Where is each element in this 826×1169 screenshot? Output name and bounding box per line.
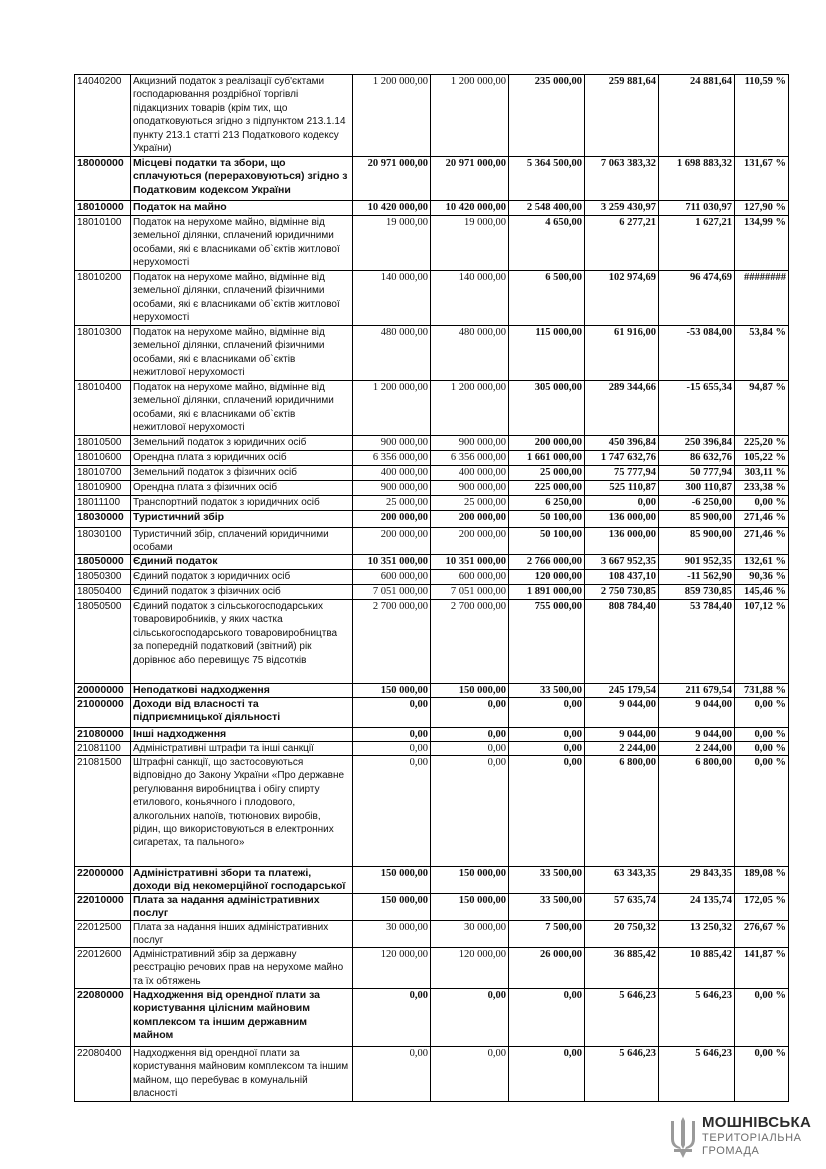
cell-execution-percent: 271,46 % — [744, 529, 786, 540]
cell-deviation: 901 952,35 — [684, 556, 732, 567]
cell-execution-percent: 0,00 % — [754, 729, 786, 740]
cell-period-plan: 0,00 — [563, 757, 582, 768]
cell-deviation: 85 900,00 — [690, 512, 732, 523]
cell-row-code: 14040200 — [77, 76, 122, 87]
cell-row-code: 18030100 — [77, 529, 122, 540]
cell-row-code: 22010000 — [77, 894, 124, 906]
table-row — [75, 481, 789, 496]
cell-execution-percent: 132,61 % — [744, 556, 786, 567]
cell-row-name: Податок на майно — [133, 201, 227, 213]
cell-period-plan: 305 000,00 — [534, 382, 582, 393]
cell-plan-with-changes: 1 200 000,00 — [450, 382, 506, 393]
cell-plan-with-changes: 0,00 — [487, 699, 506, 710]
cell-plan-with-changes: 0,00 — [487, 1048, 506, 1059]
cell-period-plan: 1 891 000,00 — [526, 586, 582, 597]
cell-row-code: 21080000 — [77, 728, 124, 740]
cell-approved-plan: 150 000,00 — [380, 868, 428, 879]
cell-execution-percent: 0,00 % — [754, 743, 786, 754]
cell-row-code: 18050400 — [77, 586, 122, 597]
cell-approved-plan: 0,00 — [409, 1048, 428, 1059]
cell-row-name: Єдиний податок з фізичних осіб — [133, 586, 281, 597]
cell-execution-percent: 53,84 % — [749, 327, 786, 338]
cell-execution-percent: 134,99 % — [744, 217, 786, 228]
cell-deviation: 211 679,54 — [685, 685, 732, 696]
cell-approved-plan: 0,00 — [409, 990, 428, 1001]
cell-row-name: Надходження від орендної плати за користування цілісним майновим комплексом та іншим державним майном — [133, 989, 321, 1042]
cell-approved-plan: 7 051 000,00 — [372, 586, 428, 597]
cell-row-name: Штрафні санкції, що застосовуються відповідно до Закону України «Про державне регулювання виробництва і обігу спирту етилового, коньячного і плодового, алкогольних напоїв, тютюнових виробів, рідин, що використовуються в електронних сигаретах, та пального» — [133, 757, 345, 849]
cell-approved-plan: 900 000,00 — [380, 482, 428, 493]
cell-plan-with-changes: 120 000,00 — [458, 949, 506, 960]
cell-plan-with-changes: 6 356 000,00 — [450, 452, 506, 463]
cell-row-code: 21000000 — [77, 698, 124, 710]
cell-approved-plan: 900 000,00 — [380, 437, 428, 448]
table-row — [75, 894, 789, 921]
cell-deviation: 86 632,76 — [690, 452, 732, 463]
cell-deviation: 24 881,64 — [690, 76, 732, 87]
cell-period-plan: 1 661 000,00 — [526, 452, 582, 463]
cell-actual-revenue: 7 063 383,32 — [600, 158, 656, 169]
cell-row-name: Інші надходження — [133, 728, 227, 740]
cell-row-name: Доходи від власності та підприємницької діяльності — [133, 698, 281, 724]
cell-row-code: 18010100 — [77, 217, 122, 228]
cell-plan-with-changes: 140 000,00 — [458, 272, 506, 283]
table-row — [75, 216, 789, 271]
cell-actual-revenue: 245 179,54 — [608, 685, 656, 696]
cell-actual-revenue: 9 044,00 — [619, 729, 656, 740]
cell-approved-plan: 0,00 — [409, 757, 428, 768]
cell-period-plan: 755 000,00 — [534, 601, 582, 612]
cell-actual-revenue: 259 881,64 — [608, 76, 656, 87]
cell-actual-revenue: 5 646,23 — [619, 1048, 656, 1059]
cell-execution-percent: 0,00 % — [754, 699, 786, 710]
cell-row-name: Транспортний податок з юридичних осіб — [133, 497, 320, 508]
cell-row-name: Податок на нерухоме майно, відмінне від земельної ділянки, сплачений фізичними особами, які є власниками об`єктів житлової нерухомості — [133, 272, 340, 324]
cell-deviation: 29 843,35 — [690, 868, 732, 879]
cell-period-plan: 2 766 000,00 — [526, 556, 582, 567]
cell-deviation: 96 474,69 — [690, 272, 732, 283]
cell-actual-revenue: 0,00 — [637, 497, 656, 508]
cell-deviation: 300 110,87 — [685, 482, 732, 493]
cell-approved-plan: 1 200 000,00 — [372, 382, 428, 393]
cell-deviation: 5 646,23 — [695, 1048, 732, 1059]
cell-execution-percent: 731,88 % — [744, 685, 786, 696]
cell-row-code: 18030000 — [77, 511, 124, 523]
cell-row-name: Плата за надання інших адміністративних послуг — [133, 922, 329, 947]
cell-plan-with-changes: 900 000,00 — [458, 437, 506, 448]
cell-approved-plan: 1 200 000,00 — [372, 76, 428, 87]
cell-row-code: 18010400 — [77, 382, 122, 393]
cell-plan-with-changes: 150 000,00 — [458, 868, 506, 879]
cell-deviation: 9 044,00 — [695, 699, 732, 710]
cell-execution-percent: 141,87 % — [744, 949, 786, 960]
cell-plan-with-changes: 2 700 000,00 — [450, 601, 506, 612]
cell-approved-plan: 10 351 000,00 — [367, 556, 428, 567]
cell-approved-plan: 19 000,00 — [386, 217, 428, 228]
cell-deviation: 10 885,42 — [690, 949, 732, 960]
cell-actual-revenue: 525 110,87 — [609, 482, 656, 493]
cell-actual-revenue: 57 635,74 — [614, 895, 656, 906]
cell-actual-revenue: 3 259 430,97 — [600, 202, 656, 213]
cell-period-plan: 26 000,00 — [540, 949, 582, 960]
cell-period-plan: 0,00 — [563, 743, 582, 754]
cell-plan-with-changes: 0,00 — [487, 729, 506, 740]
table-row — [75, 436, 789, 451]
cell-period-plan: 200 000,00 — [534, 437, 582, 448]
cell-period-plan: 6 500,00 — [545, 272, 582, 283]
logo-subtitle-1: ТЕРИТОРІАЛЬНА — [702, 1132, 802, 1144]
cell-deviation: 711 030,97 — [685, 202, 732, 213]
cell-execution-percent: 0,00 % — [754, 990, 786, 1001]
cell-period-plan: 0,00 — [563, 729, 582, 740]
cell-period-plan: 25 000,00 — [540, 467, 582, 478]
cell-row-code: 18010700 — [77, 467, 122, 478]
cell-period-plan: 33 500,00 — [540, 895, 582, 906]
cell-actual-revenue: 2 750 730,85 — [600, 586, 656, 597]
cell-plan-with-changes: 25 000,00 — [464, 497, 506, 508]
cell-actual-revenue: 36 885,42 — [614, 949, 656, 960]
cell-execution-percent: ######## — [744, 272, 786, 283]
table-row — [75, 742, 789, 756]
cell-plan-with-changes: 0,00 — [487, 757, 506, 768]
cell-plan-with-changes: 150 000,00 — [458, 895, 506, 906]
cell-deviation: -15 655,34 — [686, 382, 732, 393]
cell-execution-percent: 303,11 % — [744, 467, 786, 478]
cell-deviation: 6 800,00 — [695, 757, 732, 768]
cell-period-plan: 50 100,00 — [540, 512, 582, 523]
cell-approved-plan: 20 971 000,00 — [367, 158, 428, 169]
cell-row-code: 18011100 — [77, 497, 121, 508]
cell-row-code: 18010900 — [77, 482, 122, 493]
cell-actual-revenue: 108 437,10 — [608, 571, 656, 582]
cell-row-name: Акцизний податок з реалізації суб'єктами господарювання роздрібної торгівлі підакцизних товарів (крім тих, що оподатковуються згідно з підпунктом 213.1.14 пункту 213.1 статті 213 Податкового кодексу України) — [133, 76, 346, 155]
table-row — [75, 201, 789, 216]
cell-actual-revenue: 63 343,35 — [614, 868, 656, 879]
table-row — [75, 451, 789, 466]
cell-deviation: -11 562,90 — [687, 571, 732, 582]
cell-plan-with-changes: 10 351 000,00 — [445, 556, 506, 567]
cell-actual-revenue: 1 747 632,76 — [600, 452, 656, 463]
cell-deviation: 53 784,40 — [690, 601, 732, 612]
cell-execution-percent: 110,59 % — [744, 76, 786, 87]
cell-row-code: 22080000 — [77, 989, 124, 1001]
table-row — [75, 698, 789, 728]
cell-row-code: 18010500 — [77, 437, 122, 448]
table-row — [75, 555, 789, 570]
cell-row-code: 18010600 — [77, 452, 122, 463]
cell-execution-percent: 145,46 % — [744, 586, 786, 597]
cell-period-plan: 33 500,00 — [540, 868, 582, 879]
cell-execution-percent: 189,08 % — [744, 868, 786, 879]
table-row — [75, 528, 789, 555]
table-row — [75, 157, 789, 201]
cell-deviation: 859 730,85 — [684, 586, 732, 597]
cell-row-code: 22012600 — [77, 949, 122, 960]
table-row — [75, 75, 789, 157]
cell-row-code: 21081100 — [77, 743, 121, 754]
community-logo — [668, 1112, 812, 1162]
cell-row-name: Земельний податок з юридичних осіб — [133, 437, 307, 448]
cell-approved-plan: 10 420 000,00 — [367, 202, 428, 213]
table-row — [75, 381, 789, 436]
table-row — [75, 271, 789, 326]
table-row — [75, 867, 789, 894]
cell-execution-percent: 131,67 % — [744, 158, 786, 169]
cell-approved-plan: 25 000,00 — [386, 497, 428, 508]
cell-actual-revenue: 20 750,32 — [614, 922, 656, 933]
cell-execution-percent: 0,00 % — [754, 757, 786, 768]
cell-approved-plan: 150 000,00 — [380, 895, 428, 906]
cell-deviation: 250 396,84 — [684, 437, 732, 448]
cell-period-plan: 33 500,00 — [540, 685, 582, 696]
cell-plan-with-changes: 900 000,00 — [458, 482, 506, 493]
table-row — [75, 496, 789, 511]
cell-actual-revenue: 102 974,69 — [608, 272, 656, 283]
cell-plan-with-changes: 200 000,00 — [458, 512, 506, 523]
cell-actual-revenue: 289 344,66 — [608, 382, 656, 393]
cell-row-name: Адміністративні штрафи та інші санкції — [133, 743, 314, 754]
cell-row-name: Адміністративний збір за державну реєстрацію речових прав на нерухоме майно та їх обтяжень — [133, 949, 344, 987]
cell-execution-percent: 127,90 % — [744, 202, 786, 213]
cell-actual-revenue: 3 667 952,35 — [600, 556, 656, 567]
table-row — [75, 585, 789, 600]
table-row — [75, 989, 789, 1047]
cell-row-code: 22080400 — [77, 1048, 122, 1059]
cell-plan-with-changes: 10 420 000,00 — [445, 202, 506, 213]
cell-deviation: 50 777,94 — [690, 467, 732, 478]
cell-execution-percent: 225,20 % — [744, 437, 786, 448]
cell-period-plan: 7 500,00 — [545, 922, 582, 933]
cell-plan-with-changes: 0,00 — [487, 743, 506, 754]
cell-approved-plan: 400 000,00 — [380, 467, 428, 478]
cell-row-name: Орендна плата з юридичних осіб — [133, 452, 287, 463]
cell-plan-with-changes: 1 200 000,00 — [450, 76, 506, 87]
revenue-table — [74, 74, 789, 1102]
cell-actual-revenue: 450 396,84 — [608, 437, 656, 448]
cell-approved-plan: 0,00 — [409, 729, 428, 740]
cell-actual-revenue: 75 777,94 — [614, 467, 656, 478]
table-row — [75, 921, 789, 948]
cell-actual-revenue: 2 244,00 — [619, 743, 656, 754]
table-row — [75, 728, 789, 742]
cell-row-name: Плата за надання адміністративних послуг — [133, 894, 320, 920]
cell-row-name: Туристичний збір — [133, 511, 225, 523]
cell-deviation: 13 250,32 — [690, 922, 732, 933]
cell-plan-with-changes: 0,00 — [487, 990, 506, 1001]
table-row — [75, 511, 789, 528]
cell-execution-percent: 107,12 % — [744, 601, 786, 612]
cell-plan-with-changes: 30 000,00 — [464, 922, 506, 933]
cell-row-name: Неподаткові надходження — [133, 684, 270, 696]
cell-approved-plan: 200 000,00 — [380, 529, 428, 540]
cell-actual-revenue: 808 784,40 — [608, 601, 656, 612]
cell-plan-with-changes: 7 051 000,00 — [450, 586, 506, 597]
cell-row-code: 18050300 — [77, 571, 122, 582]
trident-icon — [668, 1115, 698, 1159]
cell-plan-with-changes: 20 971 000,00 — [445, 158, 506, 169]
cell-approved-plan: 0,00 — [409, 743, 428, 754]
cell-row-code: 18050000 — [77, 555, 124, 567]
cell-period-plan: 0,00 — [563, 699, 582, 710]
cell-period-plan: 6 250,00 — [545, 497, 582, 508]
table-row — [75, 326, 789, 381]
cell-actual-revenue: 6 800,00 — [619, 757, 656, 768]
table-row — [75, 948, 789, 989]
cell-row-name: Єдиний податок з юридичних осіб — [133, 571, 291, 582]
cell-row-code: 18000000 — [77, 157, 124, 169]
cell-actual-revenue: 9 044,00 — [619, 699, 656, 710]
cell-actual-revenue: 61 916,00 — [614, 327, 656, 338]
cell-plan-with-changes: 400 000,00 — [458, 467, 506, 478]
table-row — [75, 570, 789, 585]
logo-subtitle-2: ГРОМАДА — [702, 1145, 760, 1157]
cell-approved-plan: 480 000,00 — [380, 327, 428, 338]
cell-execution-percent: 271,46 % — [744, 512, 786, 523]
table-row — [75, 466, 789, 481]
cell-row-code: 18010000 — [77, 201, 124, 213]
cell-approved-plan: 0,00 — [409, 699, 428, 710]
cell-deviation: 9 044,00 — [695, 729, 732, 740]
cell-row-name: Єдиний податок з сільськогосподарських товаровиробників, у яких частка сільськогосподарського товаровиробництва за попередній податковий (звітний) рік дорівнює або перевищує 75 відсотків — [133, 601, 338, 666]
cell-row-name: Податок на нерухоме майно, відмінне від земельної ділянки, сплачений юридичними особами, які є власниками об`єктів нежитлової нерухомості — [133, 382, 334, 434]
cell-deviation: 1 627,21 — [695, 217, 732, 228]
cell-row-name: Податок на нерухоме майно, відмінне від земельної ділянки, сплачений фізичними особами, які є власниками об`єктів нежитлової нерухомості — [133, 327, 325, 379]
cell-execution-percent: 90,36 % — [749, 571, 786, 582]
logo-title: МОШНІВСЬКА — [702, 1114, 812, 1131]
cell-period-plan: 0,00 — [563, 1048, 582, 1059]
cell-row-name: Земельний податок з фізичних осіб — [133, 467, 297, 478]
cell-execution-percent: 276,67 % — [744, 922, 786, 933]
cell-period-plan: 2 548 400,00 — [526, 202, 582, 213]
cell-period-plan: 120 000,00 — [534, 571, 582, 582]
cell-approved-plan: 200 000,00 — [380, 512, 428, 523]
cell-row-name: Туристичний збір, сплачений юридичними особами — [133, 529, 329, 554]
cell-row-code: 18010200 — [77, 272, 122, 283]
cell-period-plan: 0,00 — [563, 990, 582, 1001]
table-row — [75, 600, 789, 684]
cell-approved-plan: 150 000,00 — [380, 685, 428, 696]
cell-plan-with-changes: 600 000,00 — [458, 571, 506, 582]
cell-approved-plan: 30 000,00 — [386, 922, 428, 933]
cell-execution-percent: 0,00 % — [754, 497, 786, 508]
cell-plan-with-changes: 480 000,00 — [458, 327, 506, 338]
cell-approved-plan: 140 000,00 — [380, 272, 428, 283]
cell-period-plan: 50 100,00 — [540, 529, 582, 540]
cell-actual-revenue: 5 646,23 — [619, 990, 656, 1001]
cell-row-name: Надходження від орендної плати за користування майновим комплексом та іншим майном, що перебуває в комунальній власності — [133, 1048, 349, 1100]
table-row — [75, 1047, 789, 1102]
cell-row-code: 21081500 — [77, 757, 122, 768]
cell-row-code: 18050500 — [77, 601, 122, 612]
cell-actual-revenue: 136 000,00 — [608, 529, 656, 540]
cell-execution-percent: 233,38 % — [744, 482, 786, 493]
cell-approved-plan: 2 700 000,00 — [372, 601, 428, 612]
cell-deviation: 2 244,00 — [695, 743, 732, 754]
cell-actual-revenue: 6 277,21 — [619, 217, 656, 228]
cell-row-code: 20000000 — [77, 684, 124, 696]
cell-deviation: 5 646,23 — [695, 990, 732, 1001]
cell-plan-with-changes: 150 000,00 — [458, 685, 506, 696]
cell-deviation: -53 084,00 — [686, 327, 732, 338]
cell-approved-plan: 600 000,00 — [380, 571, 428, 582]
cell-row-name: Єдиний податок — [133, 555, 218, 567]
cell-period-plan: 115 000,00 — [535, 327, 582, 338]
cell-deviation: -6 250,00 — [691, 497, 732, 508]
cell-row-name: Адміністративні збори та платежі, доходи від некомерційної господарської — [133, 867, 346, 893]
cell-execution-percent: 0,00 % — [754, 1048, 786, 1059]
cell-row-name: Орендна плата з фізичних осіб — [133, 482, 278, 493]
table-row — [75, 684, 789, 698]
cell-approved-plan: 120 000,00 — [380, 949, 428, 960]
cell-execution-percent: 172,05 % — [744, 895, 786, 906]
cell-execution-percent: 94,87 % — [749, 382, 786, 393]
cell-deviation: 85 900,00 — [690, 529, 732, 540]
table-row — [75, 756, 789, 867]
cell-actual-revenue: 136 000,00 — [608, 512, 656, 523]
cell-period-plan: 5 364 500,00 — [526, 158, 582, 169]
cell-approved-plan: 6 356 000,00 — [372, 452, 428, 463]
cell-execution-percent: 105,22 % — [744, 452, 786, 463]
cell-row-code: 18010300 — [77, 327, 122, 338]
cell-period-plan: 4 650,00 — [545, 217, 582, 228]
cell-period-plan: 225 000,00 — [534, 482, 582, 493]
cell-row-name: Місцеві податки та збори, що сплачуються (перераховуються) згідно з Податковим кодексом України — [133, 157, 348, 196]
cell-plan-with-changes: 200 000,00 — [458, 529, 506, 540]
cell-row-code: 22000000 — [77, 867, 124, 879]
cell-deviation: 1 698 883,32 — [676, 158, 732, 169]
cell-row-code: 22012500 — [77, 922, 122, 933]
cell-period-plan: 235 000,00 — [534, 76, 582, 87]
cell-row-name: Податок на нерухоме майно, відмінне від земельної ділянки, сплачений юридичними особами, які є власниками об`єктів житлової нерухомості — [133, 217, 340, 269]
cell-plan-with-changes: 19 000,00 — [464, 217, 506, 228]
cell-deviation: 24 135,74 — [690, 895, 732, 906]
